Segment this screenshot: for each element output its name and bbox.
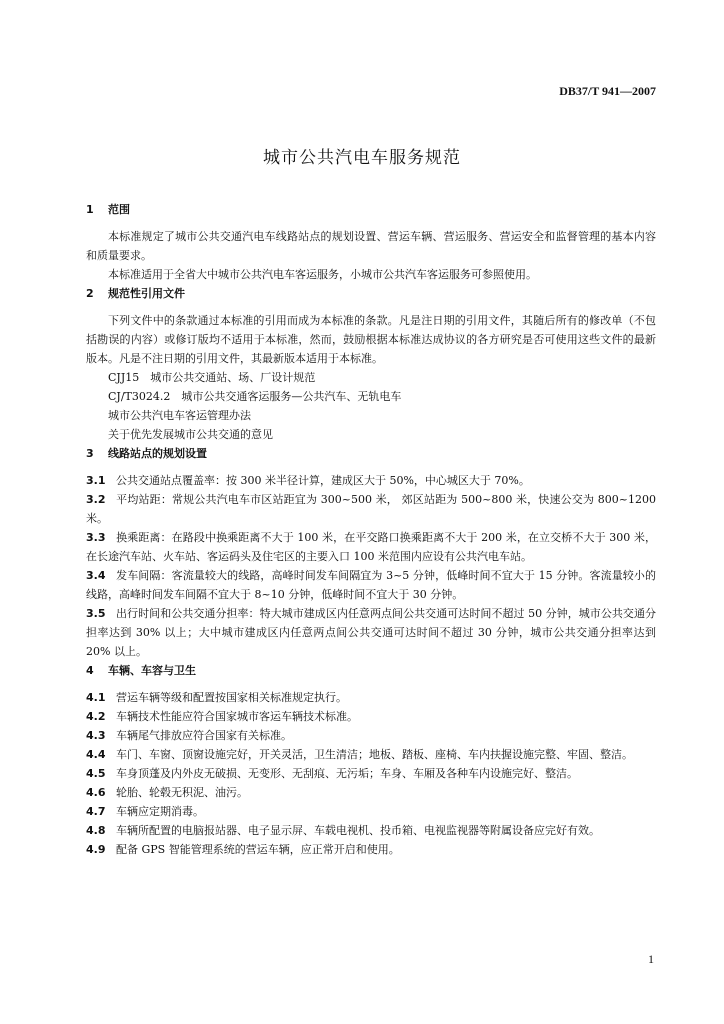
section-number: 1 — [86, 203, 94, 216]
clause-number: 3.3 — [86, 531, 106, 544]
clause-number: 3.4 — [86, 569, 106, 582]
clause-number: 4.1 — [86, 691, 106, 704]
clause-text: 配备 GPS 智能管理系统的营运车辆，应正常开启和使用。 — [116, 843, 400, 856]
section-number: 4 — [86, 664, 94, 677]
clause-text: 公共交通站点覆盖率：按 300 米半径计算，建成区大于 50%，中心城区大于 70%。 — [116, 474, 530, 487]
clause-number: 4.5 — [86, 767, 106, 780]
paragraph: 本标准适用于全省大中城市公共汽电车客运服务，小城市公共汽车客运服务可参照使用。 — [108, 268, 537, 281]
clause — [86, 726, 656, 745]
reference-item: 城市公共汽电车客运管理办法 — [108, 409, 251, 422]
section-heading — [86, 661, 656, 680]
clause-number: 4.6 — [86, 786, 106, 799]
clause-text: 换乘距离：在路段中换乘距离不大于 100 米，在平交路口换乘距离不大于 200 米，在立交桥不大于 300 米，在长途汽车站、火车站、客运码头及住宅区的主要入口 100 米范围内应设有公共汽电车站。 — [86, 531, 656, 563]
reference-item: CJJ15 城市公共交通站、场、厂设计规范 — [108, 371, 316, 384]
clause-text: 车辆尾气排放应符合国家有关标准。 — [116, 729, 292, 742]
clause-number: 4.4 — [86, 748, 106, 761]
clause-text: 车身顶蓬及内外皮无破损、无变形、无刮痕、无污垢；车身、车厢及各种车内设施完好、整洁。 — [116, 767, 578, 780]
document-title: 城市公共汽电车服务规范 — [263, 148, 461, 168]
clause-text: 车辆所配置的电脑报站器、电子显示屏、车载电视机、投币箱、电视监视器等附属设备应完好有效。 — [116, 824, 600, 837]
section-normative-references — [86, 284, 656, 444]
clause — [86, 471, 656, 490]
section-heading — [86, 444, 656, 463]
reference-item: CJ/T3024.2 城市公共交通客运服务—公共汽车、无轨电车 — [108, 390, 402, 403]
clause — [86, 783, 656, 802]
clause-number: 4.3 — [86, 729, 106, 742]
section-number: 3 — [86, 447, 94, 460]
clause-number: 4.2 — [86, 710, 106, 723]
paragraph: 下列文件中的条款通过本标准的引用而成为本标准的条款。凡是注日期的引用文件，其随后所有的修改单（不包括勘误的内容）或修订版均不适用于本标准，然而，鼓励根据本标准达成协议的各方研究是否可使用这些文件的最新版本。凡是不注日期的引用文件，其最新版本适用于本标准。 — [86, 314, 656, 365]
clause-number: 3.1 — [86, 474, 106, 487]
section-vehicles — [86, 661, 656, 859]
clause-text: 平均站距：常规公共汽电车市区站距宜为 300~500 米， 郊区站距为 500~800 米，快速公交为 800~1200 米。 — [86, 493, 656, 525]
clause — [86, 707, 656, 726]
section-title: 规范性引用文件 — [108, 287, 185, 300]
clause — [86, 840, 656, 859]
section-heading — [86, 200, 656, 219]
section-title: 范围 — [108, 203, 130, 216]
clause — [86, 745, 656, 764]
section-heading — [86, 284, 656, 303]
section-title: 车辆、车容与卫生 — [108, 664, 196, 677]
clause-text: 出行时间和公共交通分担率：特大城市建成区内任意两点间公共交通可达时间不超过 50 分钟，城市公共交通分担率达到 30% 以上；大中城市建成区内任意两点间公共交通可达时间不超过 30 分钟，城市公共交通分担率达到 20% 以上。 — [86, 607, 656, 658]
section-title: 线路站点的规划设置 — [108, 447, 207, 460]
clause-number: 4.8 — [86, 824, 106, 837]
section-scope — [86, 200, 656, 284]
clause-number: 4.7 — [86, 805, 106, 818]
page-number: 1 — [648, 952, 654, 966]
section-route-stops — [86, 444, 656, 661]
clause — [86, 821, 656, 840]
clause — [86, 764, 656, 783]
clause-number: 3.2 — [86, 493, 106, 506]
clause — [86, 688, 656, 707]
clause-number: 4.9 — [86, 843, 106, 856]
paragraph: 本标准规定了城市公共交通汽电车线路站点的规划设置、营运车辆、营运服务、营运安全和监督管理的基本内容和质量要求。 — [86, 230, 656, 262]
document-body — [86, 200, 656, 859]
clause-text: 发车间隔：客流量较大的线路，高峰时间发车间隔宜为 3~5 分钟，低峰时间不宜大于 15 分钟。客流量较小的线路，高峰时间发车间隔不宜大于 8~10 分钟，低峰时间不宜大于 30 分钟。 — [86, 569, 656, 601]
clause — [86, 528, 656, 566]
clause — [86, 802, 656, 821]
clause — [86, 490, 656, 528]
clause-text: 车辆应定期消毒。 — [116, 805, 204, 818]
section-number: 2 — [86, 287, 94, 300]
clause-text: 营运车辆等级和配置按国家相关标准规定执行。 — [116, 691, 347, 704]
clause — [86, 604, 656, 661]
reference-item: 关于优先发展城市公共交通的意见 — [108, 428, 273, 441]
clause-text: 车门、车窗、顶窗设施完好，开关灵活，卫生清洁；地板、踏板、座椅、车内扶握设施完整、牢固、整洁。 — [116, 748, 633, 761]
document-code: DB37/T 941—2007 — [559, 84, 656, 98]
clause-text: 车辆技术性能应符合国家城市客运车辆技术标准。 — [116, 710, 358, 723]
clause-number: 3.5 — [86, 607, 106, 620]
clause — [86, 566, 656, 604]
clause-text: 轮胎、轮毂无积泥、油污。 — [116, 786, 248, 799]
